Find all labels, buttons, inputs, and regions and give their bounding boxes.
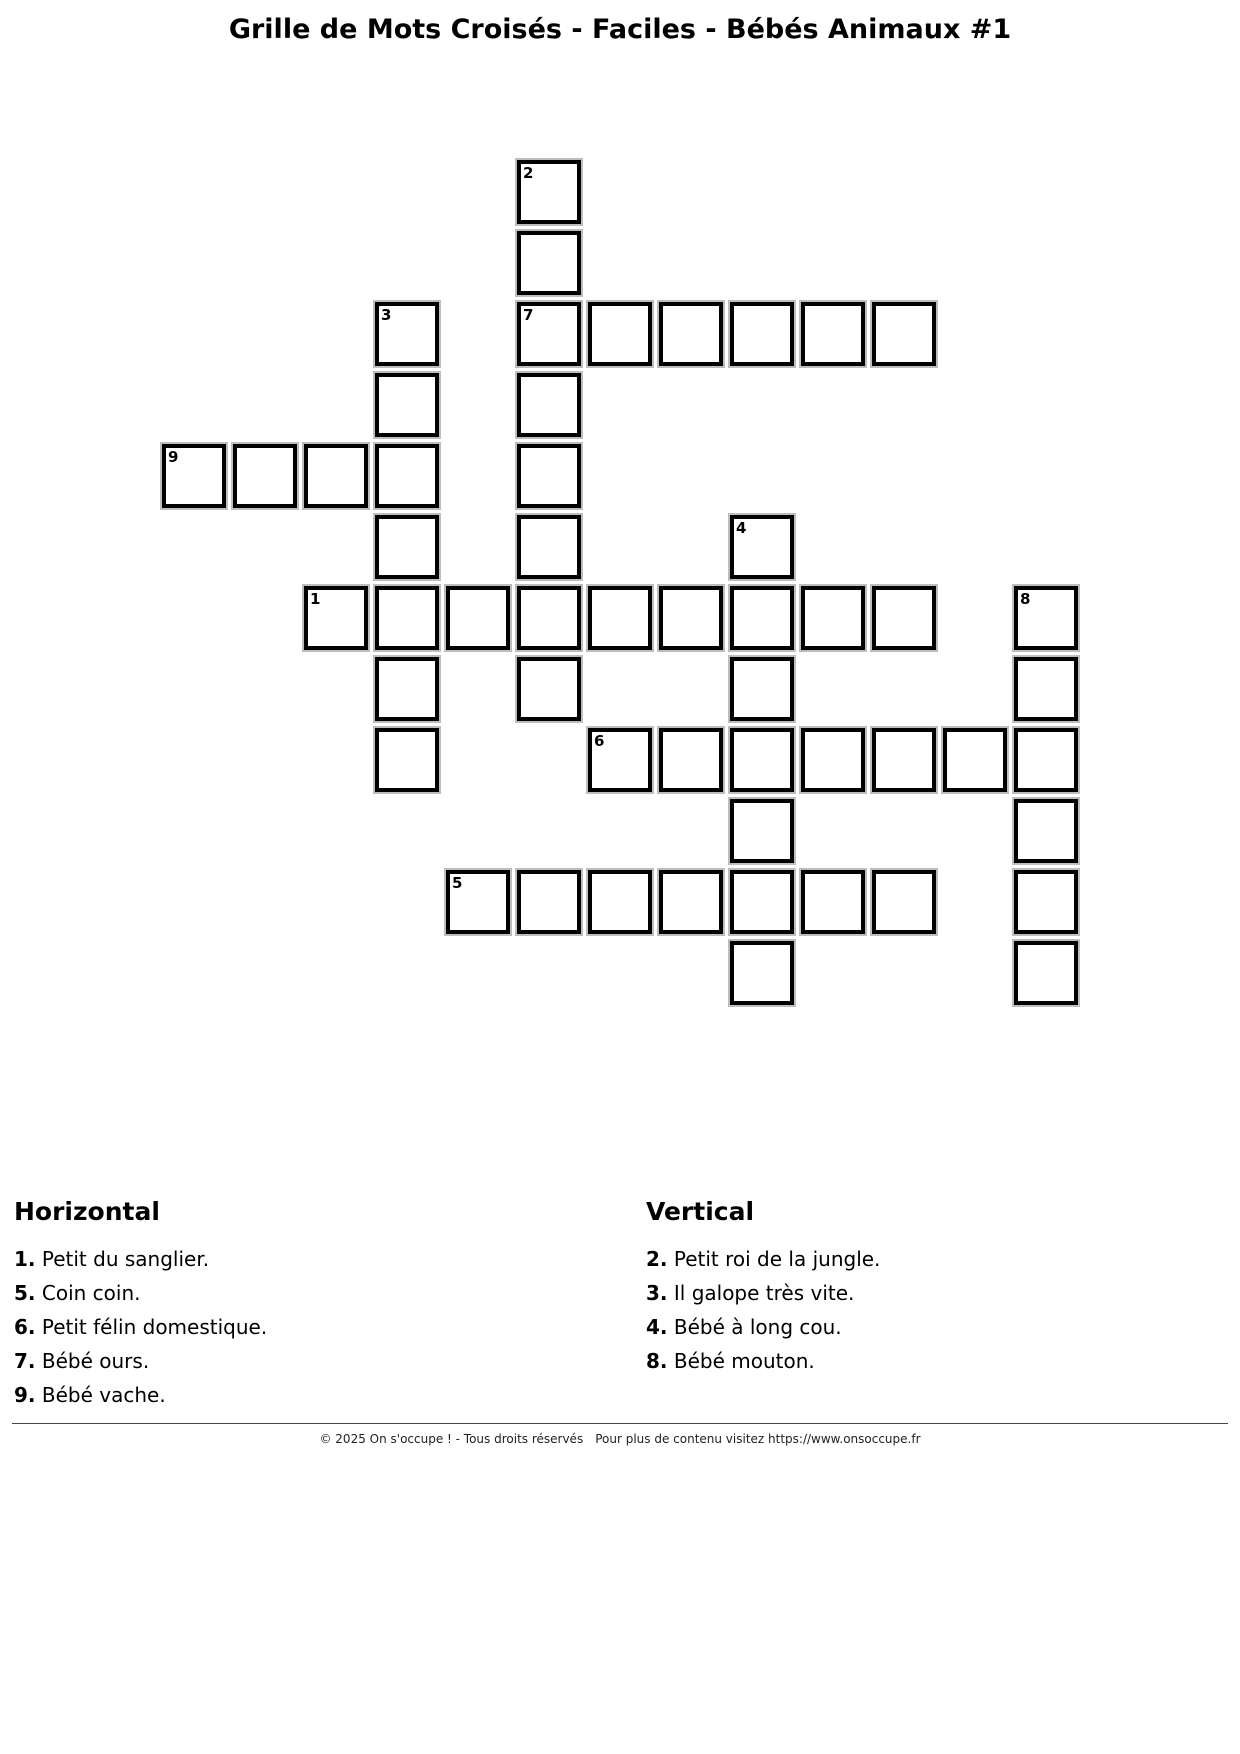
grid-cell[interactable] bbox=[517, 870, 581, 934]
footer-copyright: © 2025 On s'occupe ! - Tous droits réservés bbox=[319, 1432, 584, 1446]
grid-cell[interactable] bbox=[375, 728, 439, 792]
clue-number-label: 2 bbox=[523, 164, 534, 182]
clue-number-label: 5 bbox=[452, 874, 463, 892]
clue-text: Petit roi de la jungle. bbox=[673, 1247, 881, 1271]
grid-cell[interactable] bbox=[872, 302, 936, 366]
grid-cell[interactable] bbox=[375, 657, 439, 721]
grid-cell[interactable] bbox=[659, 302, 723, 366]
horizontal-clues bbox=[14, 1196, 267, 1412]
clue-text: Bébé à long cou. bbox=[673, 1315, 842, 1339]
clue-text: Bébé ours. bbox=[41, 1349, 150, 1373]
clue-number: 1. bbox=[14, 1247, 36, 1271]
clue-horizontal-7 bbox=[14, 1344, 267, 1378]
footer-link-text: Pour plus de contenu visitez https://www.onsoccupe.fr bbox=[595, 1432, 921, 1446]
grid-cell[interactable] bbox=[730, 728, 794, 792]
grid-cell[interactable] bbox=[730, 586, 794, 650]
grid-cell[interactable] bbox=[943, 728, 1007, 792]
grid-cell[interactable] bbox=[1014, 799, 1078, 863]
page-title: Grille de Mots Croisés - Faciles - Bébés Animaux #1 bbox=[228, 14, 1012, 45]
clue-horizontal-1 bbox=[14, 1242, 267, 1276]
grid-cell[interactable] bbox=[872, 728, 936, 792]
grid-cell[interactable] bbox=[588, 586, 652, 650]
clue-number: 5. bbox=[14, 1281, 36, 1305]
grid-cell[interactable] bbox=[801, 302, 865, 366]
grid-cell[interactable] bbox=[801, 870, 865, 934]
clue-vertical-8 bbox=[646, 1344, 880, 1378]
clue-vertical-4 bbox=[646, 1310, 880, 1344]
grid-cell[interactable] bbox=[446, 586, 510, 650]
clue-text: Il galope très vite. bbox=[673, 1281, 855, 1305]
clue-number: 4. bbox=[646, 1315, 668, 1339]
grid-cell[interactable] bbox=[517, 231, 581, 295]
grid-cell[interactable] bbox=[375, 586, 439, 650]
grid-cell[interactable] bbox=[659, 586, 723, 650]
footer-divider bbox=[12, 1423, 1228, 1424]
grid-cell[interactable] bbox=[801, 586, 865, 650]
clue-number: 9. bbox=[14, 1383, 36, 1407]
grid-cell[interactable] bbox=[517, 515, 581, 579]
horizontal-heading: Horizontal bbox=[14, 1197, 160, 1226]
grid-cell[interactable] bbox=[588, 870, 652, 934]
grid-cell[interactable] bbox=[375, 515, 439, 579]
grid-cell[interactable] bbox=[730, 799, 794, 863]
grid-cell[interactable] bbox=[801, 728, 865, 792]
grid-cell[interactable] bbox=[1014, 728, 1078, 792]
grid-cell[interactable] bbox=[730, 302, 794, 366]
clue-horizontal-5 bbox=[14, 1276, 267, 1310]
clue-number: 8. bbox=[646, 1349, 668, 1373]
clue-number: 6. bbox=[14, 1315, 36, 1339]
clue-vertical-2 bbox=[646, 1242, 880, 1276]
clue-horizontal-9 bbox=[14, 1378, 267, 1412]
clue-number-label: 3 bbox=[381, 306, 392, 324]
grid-cell[interactable] bbox=[730, 515, 794, 579]
grid-cell[interactable] bbox=[872, 870, 936, 934]
grid-cell[interactable] bbox=[1014, 870, 1078, 934]
clue-text: Petit félin domestique. bbox=[41, 1315, 268, 1339]
clue-text: Bébé vache. bbox=[41, 1383, 166, 1407]
clue-number-label: 7 bbox=[523, 306, 534, 324]
clue-vertical-3 bbox=[646, 1276, 880, 1310]
clue-number-label: 9 bbox=[168, 448, 179, 466]
grid-cell[interactable] bbox=[872, 586, 936, 650]
vertical-heading: Vertical bbox=[646, 1197, 755, 1226]
clue-horizontal-6 bbox=[14, 1310, 267, 1344]
grid-cell[interactable] bbox=[517, 302, 581, 366]
grid-cell[interactable] bbox=[375, 444, 439, 508]
footer bbox=[0, 1430, 1240, 1448]
grid-cell[interactable] bbox=[375, 302, 439, 366]
grid-cell[interactable] bbox=[517, 444, 581, 508]
clue-text: Bébé mouton. bbox=[673, 1349, 815, 1373]
grid-cell[interactable] bbox=[730, 941, 794, 1005]
grid-cell[interactable] bbox=[517, 373, 581, 437]
clue-number-label: 8 bbox=[1020, 590, 1031, 608]
clue-text: Petit du sanglier. bbox=[41, 1247, 210, 1271]
clue-number-label: 6 bbox=[594, 732, 605, 750]
grid-cell[interactable] bbox=[517, 657, 581, 721]
clue-number-label: 1 bbox=[310, 590, 321, 608]
grid-cell[interactable] bbox=[588, 302, 652, 366]
grid-cell[interactable] bbox=[1014, 586, 1078, 650]
grid-cell[interactable] bbox=[375, 373, 439, 437]
grid-cell[interactable] bbox=[659, 870, 723, 934]
grid-cell[interactable] bbox=[659, 728, 723, 792]
clue-text: Coin coin. bbox=[41, 1281, 141, 1305]
grid-cell[interactable] bbox=[162, 444, 226, 508]
grid-cell[interactable] bbox=[730, 870, 794, 934]
grid-cell[interactable] bbox=[730, 657, 794, 721]
grid-cell[interactable] bbox=[304, 444, 368, 508]
grid-cell[interactable] bbox=[588, 728, 652, 792]
clue-number: 7. bbox=[14, 1349, 36, 1373]
grid-cell[interactable] bbox=[1014, 657, 1078, 721]
grid-cell[interactable] bbox=[233, 444, 297, 508]
grid-cell[interactable] bbox=[517, 586, 581, 650]
grid-cell[interactable] bbox=[517, 160, 581, 224]
vertical-clues bbox=[646, 1196, 880, 1378]
grid-cell[interactable] bbox=[304, 586, 368, 650]
grid-cell[interactable] bbox=[446, 870, 510, 934]
grid-cell[interactable] bbox=[1014, 941, 1078, 1005]
clue-number-label: 4 bbox=[736, 519, 747, 537]
clue-number: 3. bbox=[646, 1281, 668, 1305]
clue-number: 2. bbox=[646, 1247, 668, 1271]
